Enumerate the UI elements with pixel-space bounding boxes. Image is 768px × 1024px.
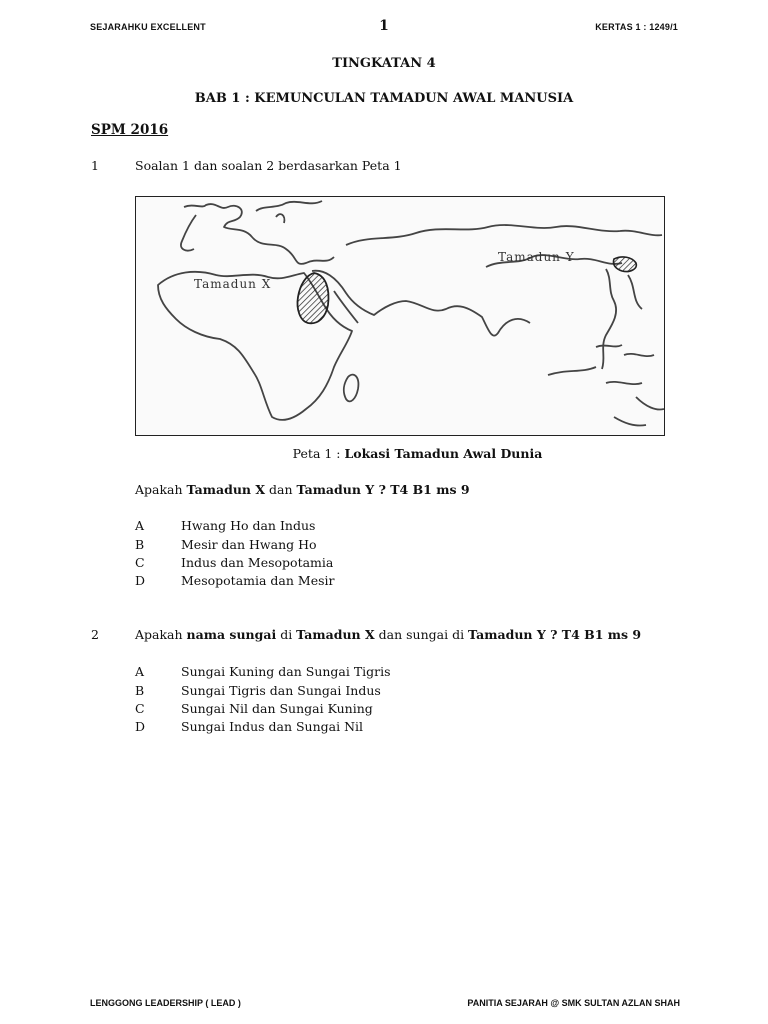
footer-left: LENGGONG LEADERSHIP ( LEAD ): [90, 998, 241, 1008]
world-map-illustration: [136, 197, 664, 435]
question-1-number: 1: [91, 158, 99, 173]
option-text[interactable]: Sungai Indus dan Sungai Nil: [181, 719, 364, 734]
prompt-bold: Tamadun X: [296, 627, 375, 642]
option-text[interactable]: Sungai Kuning dan Sungai Tigris: [181, 664, 391, 679]
question-1-intro: Soalan 1 dan soalan 2 berdasarkan Peta 1: [135, 158, 402, 173]
map-peta-1: [135, 196, 665, 436]
option-text[interactable]: Sungai Nil dan Sungai Kuning: [181, 701, 373, 716]
option-text[interactable]: Mesir dan Hwang Ho: [181, 537, 317, 552]
option-text[interactable]: Mesopotamia dan Mesir: [181, 573, 335, 588]
option-text[interactable]: Indus dan Mesopotamia: [181, 555, 334, 570]
option-letter[interactable]: C: [135, 555, 145, 570]
map-caption: [0, 446, 768, 461]
option-letter[interactable]: C: [135, 701, 145, 716]
option-letter[interactable]: D: [135, 719, 146, 734]
chapter-title: BAB 1 : KEMUNCULAN TAMADUN AWAL MANUSIA: [194, 91, 574, 106]
section-title: SPM 2016: [91, 122, 169, 138]
question-2-prompt: [135, 627, 641, 642]
footer-right: PANITIA SEJARAH @ SMK SULTAN AZLAN SHAH: [467, 998, 680, 1008]
prompt-bold: nama sungai: [186, 627, 277, 642]
prompt-bold: Tamadun Y ? T4 B1 ms 9: [468, 627, 642, 642]
page-number: 1: [379, 18, 389, 34]
coastlines: [158, 201, 664, 426]
form-title: TINGKATAN 4: [332, 56, 436, 71]
prompt-text: dan sungai di: [374, 627, 469, 642]
prompt-text: di: [276, 627, 297, 642]
prompt-text: dan: [265, 482, 297, 497]
option-letter[interactable]: B: [135, 683, 145, 698]
tamadun-x-label: Tamadun X: [194, 277, 272, 291]
map-caption-prefix: Peta 1 :: [292, 446, 345, 461]
prompt-text: Apakah: [135, 482, 187, 497]
option-text[interactable]: Hwang Ho dan Indus: [181, 518, 316, 533]
option-text[interactable]: Sungai Tigris dan Sungai Indus: [181, 683, 381, 698]
option-letter[interactable]: A: [135, 664, 145, 679]
tamadun-y-region: [613, 257, 636, 272]
prompt-bold: Tamadun Y ? T4 B1 ms 9: [296, 482, 470, 497]
option-letter[interactable]: B: [135, 537, 145, 552]
map-caption-title: Lokasi Tamadun Awal Dunia: [344, 446, 543, 461]
option-letter[interactable]: A: [135, 518, 145, 533]
prompt-text: Apakah: [135, 627, 187, 642]
question-2-number: 2: [91, 627, 99, 642]
tamadun-y-label: Tamadun Y: [498, 250, 575, 264]
option-letter[interactable]: D: [135, 573, 146, 588]
header-right: KERTAS 1 : 1249/1: [595, 22, 678, 32]
question-1-prompt: [135, 482, 470, 497]
tamadun-x-region: [297, 273, 328, 323]
header-left: SEJARAHKU EXCELLENT: [90, 22, 206, 32]
prompt-bold: Tamadun X: [186, 482, 266, 497]
